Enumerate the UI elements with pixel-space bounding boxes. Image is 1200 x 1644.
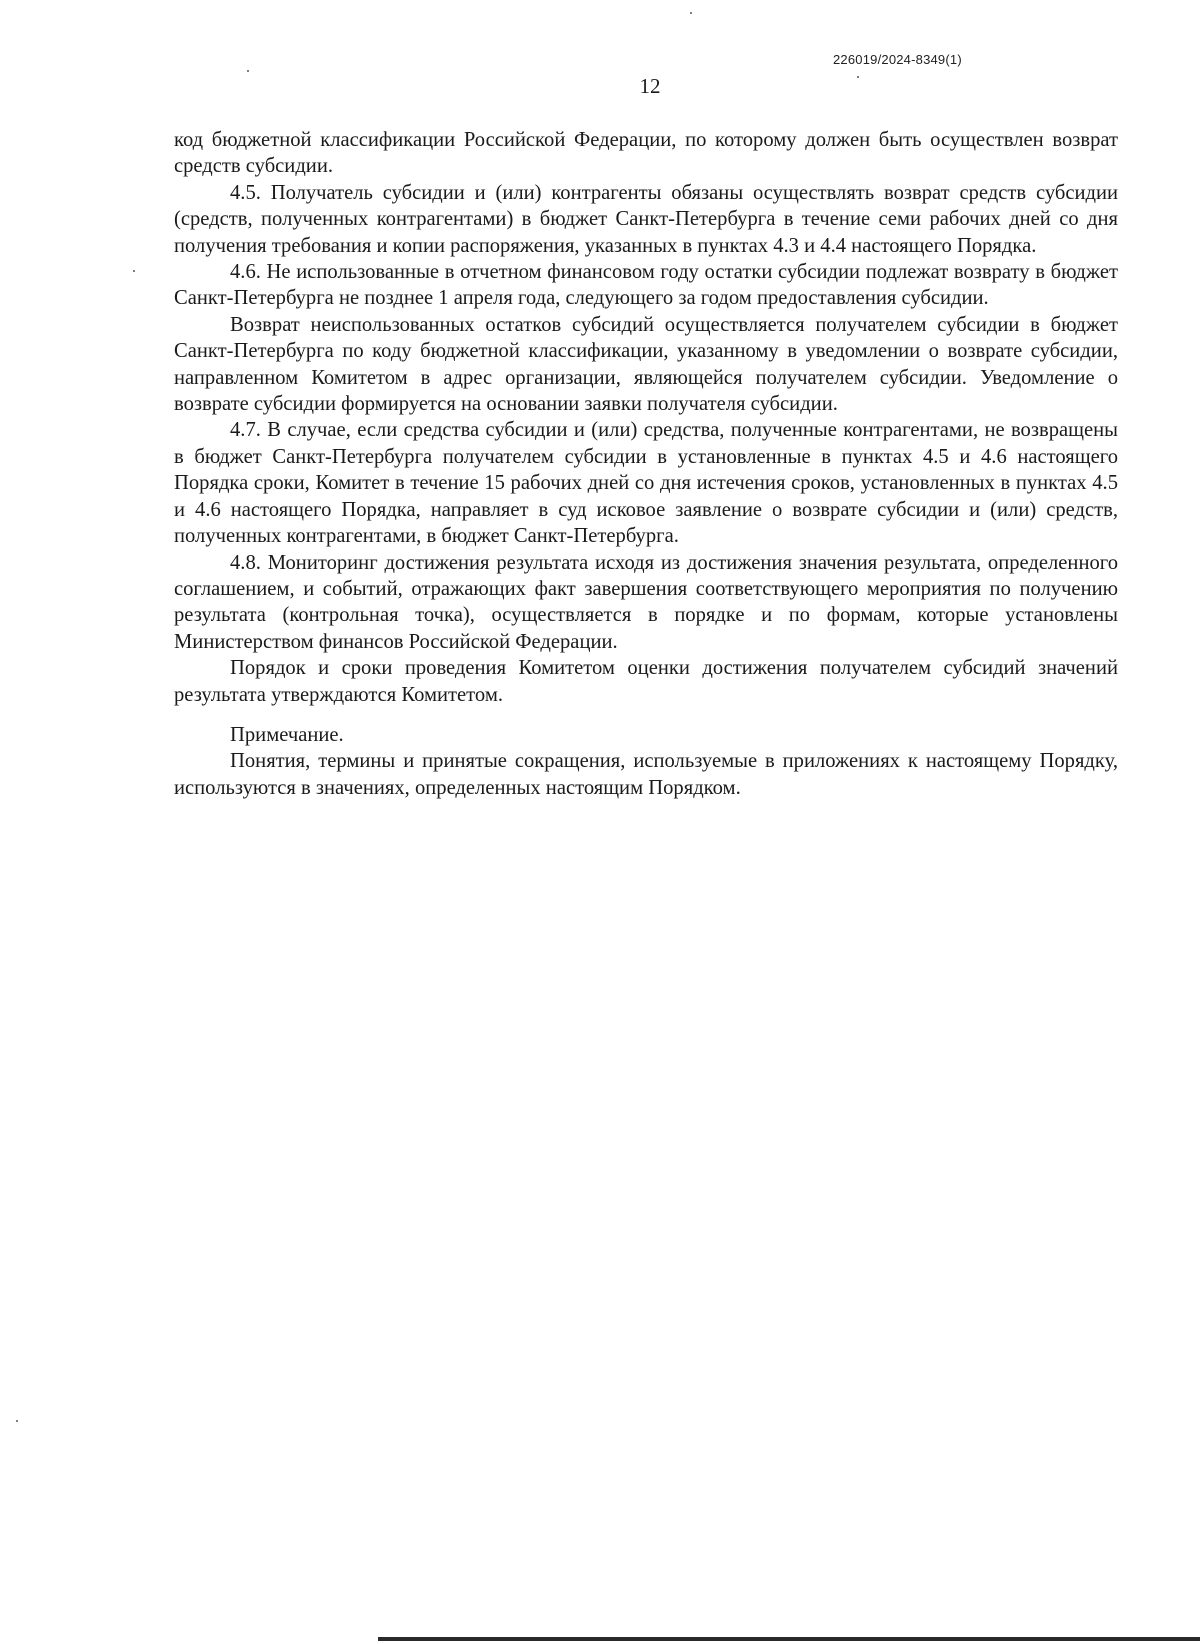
scan-speck	[690, 12, 692, 14]
paragraph-4-8-evaluation: Порядок и сроки проведения Комитетом оценки достижения получателем субсидий значений результата утверждаются Комитетом.	[174, 657, 1118, 706]
paragraph-4-5: 4.5. Получатель субсидии и (или) контрагенты обязаны осуществлять возврат средств субсидии (средств, полученных контрагентами) в бюджет Санкт-Петербурга в течение семи рабочих дней со дня получения требования и копии распоряжения, указанных в пунктах 4.3 и 4.4 настоящего Порядка.	[174, 181, 1118, 257]
page-number: 12	[639, 74, 661, 98]
scan-speck	[16, 1420, 18, 1422]
scan-speck	[857, 76, 859, 78]
scan-speck	[133, 270, 135, 272]
document-registration-number: 226019/2024-8349(1)	[833, 52, 962, 67]
paragraph-4-7: 4.7. В случае, если средства субсидии и (или) средства, полученные контрагентами, не возвращены в бюджет Санкт-Петербурга получателем субсидии в установленные в пунктах 4.5 и 4.6 настоящего Порядка сроки, Комитет в течение 15 рабочих дней со дня истечения сроков, установленных в пунктах 4.5 и 4.6 настоящего Порядка, направляет в суд исковое заявление о возврате субсидии и (или) средств, полученных контрагентами, в бюджет Санкт-Петербурга.	[174, 419, 1118, 548]
bottom-border-line	[378, 1637, 1200, 1641]
note-text: Понятия, термины и принятые сокращения, используемые в приложениях к настоящему Порядку, используются в значениях, определенных настоящим Порядком.	[174, 750, 1118, 799]
paragraph-continuation: код бюджетной классификации Российской Федерации, по которому должен быть осуществлен возврат средств субсидии.	[174, 129, 1118, 178]
note-heading: Примечание.	[230, 723, 344, 746]
paragraph-4-6-return: Возврат неиспользованных остатков субсидий осуществляется получателем субсидии в бюджет Санкт-Петербурга по коду бюджетной классификации, указанному в уведомлении о возврате субсидии, направленном Комитетом в адрес организации, являющейся получателем субсидии. Уведомление о возврате субсидии формируется на основании заявки получателя субсидии.	[174, 313, 1118, 416]
paragraph-4-8: 4.8. Мониторинг достижения результата исходя из достижения значения результата, определенного соглашением, и событий, отражающих факт завершения соответствующего мероприятия по получению результата (контрольная точка), осуществляется в порядке и по формам, которые установлены Министерством финансов Российской Федерации.	[174, 551, 1118, 653]
paragraph-4-6: 4.6. Не использованные в отчетном финансовом году остатки субсидии подлежат возврату в бюджет Санкт-Петербурга не позднее 1 апреля года, следующего за годом предоставления субсидии.	[174, 261, 1118, 310]
document-body	[174, 127, 1118, 801]
scan-speck	[247, 70, 249, 72]
